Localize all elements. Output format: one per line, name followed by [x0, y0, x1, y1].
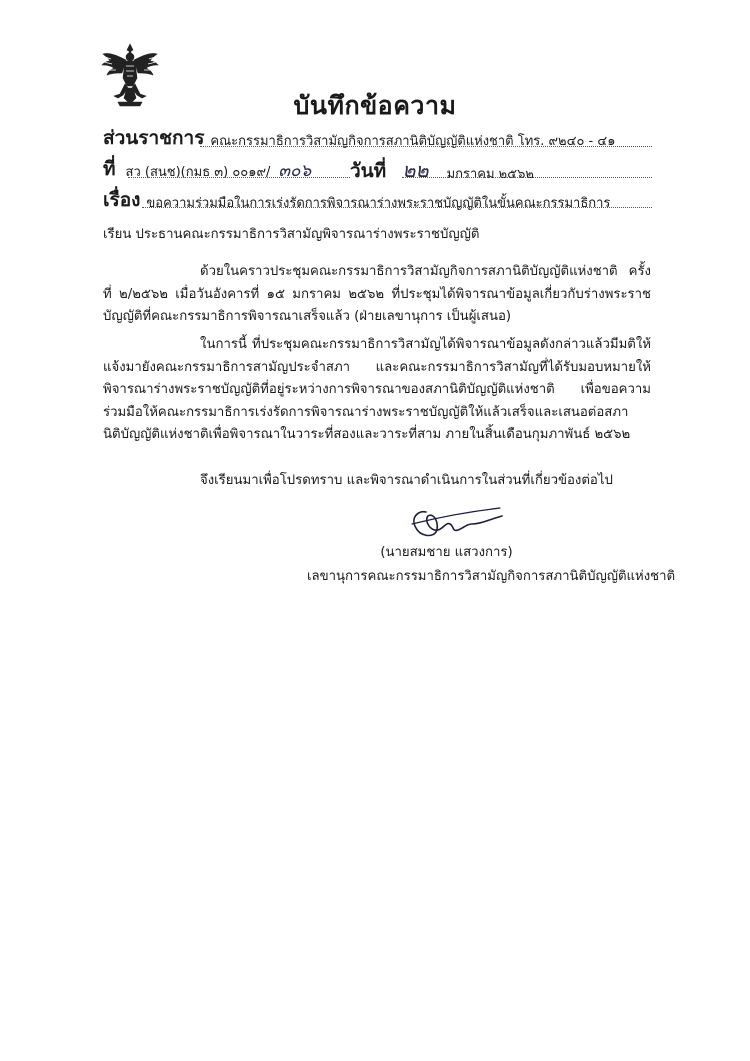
body-paragraph-2: ในการนี้ ที่ประชุมคณะกรรมาธิการวิสามัญได้พิจารณาข้อมูลดังกล่าวแล้วมีมติให้แจ้งมายังคณะกรรมาธิการสามัญประจำสภา และคณะกรรมาธิการวิสามัญที่ได้รับมอบหมายให้พิจารณาร่างพระราชบัญญัติที่อยู่ระหว่างการพิจารณาของสภานิติบัญญัติแห่งชาติ เพื่อขอความร่วมมือให้คณะกรรมาธิการเร่งรัดการพิจารณาร่างพระราชบัญญัติให้แล้วเสร็จและเสนอต่อสภานิติบัญญัติแห่งชาติเพื่อพิจารณาในวาระที่สองและวาระที่สาม ภายในสิ้นเดือนกุมภาพันธ์ ๒๕๖๒	[103, 337, 651, 443]
signer-name: (นายสมชาย แสวงการ)	[380, 545, 513, 560]
closing-sentence: จึงเรียนมาเพื่อโปรดทราบ และพิจารณาดำเนินการในส่วนที่เกี่ยวข้องต่อไป	[200, 473, 613, 488]
department-row	[103, 123, 615, 153]
body-paragraph-1: ด้วยในคราวประชุมคณะกรรมาธิการวิสามัญกิจการสภานิติบัญญัติแห่งชาติ ครั้งที่ ๒/๒๕๖๒ เมื่อวันอังคารที่ ๑๕ มกราคม ๒๕๖๒ ที่ประชุมได้พิจารณาข้อมูลเกี่ยวกับร่างพระราชบัญญัติที่คณะกรรมาธิการพิจารณาเสร็จแล้ว (ฝ่ายเลขานุการ เป็นผู้เสนอ)	[103, 264, 651, 325]
reference-dotted-line	[128, 177, 350, 178]
subject-value: ขอความร่วมมือในการเร่งรัดการพิจารณาร่างพระราชบัญญัติในขั้นคณะกรรมาธิการ	[146, 196, 611, 211]
date-handwritten-day: ๒๒	[402, 158, 429, 182]
reference-handwritten-number: ๓๐๖	[278, 161, 312, 181]
date-row	[350, 154, 534, 186]
reference-label: ที่	[103, 158, 116, 180]
handwritten-signature	[406, 502, 506, 544]
subject-label: เรื่อง	[103, 189, 141, 211]
department-label: ส่วนราชการ	[103, 127, 205, 149]
date-value: มกราคม ๒๕๖๒	[446, 167, 534, 182]
reference-value: สว (สนช)(กมธ ๓) ๐๐๑๙/	[125, 165, 271, 180]
subject-row	[103, 185, 610, 215]
memo-title: บันทึกข้อความ	[293, 91, 457, 120]
date-dotted-line	[402, 177, 652, 178]
salutation: เรียน ประธานคณะกรรมาธิการวิสามัญพิจารณาร่างพระราชบัญญัติ	[103, 227, 480, 242]
department-value: คณะกรรมาธิการวิสามัญกิจการสภานิติบัญญัติแห่งชาติ โทร. ๙๒๔๐ - ๔๑	[210, 134, 616, 149]
date-label: วันที่	[350, 160, 387, 182]
reference-row	[103, 154, 311, 184]
subject-dotted-line	[142, 207, 652, 208]
signer-position: เลขานุการคณะกรรมาธิการวิสามัญกิจการสภานิติบัญญัติแห่งชาติ	[307, 569, 676, 584]
department-dotted-line	[200, 146, 652, 147]
